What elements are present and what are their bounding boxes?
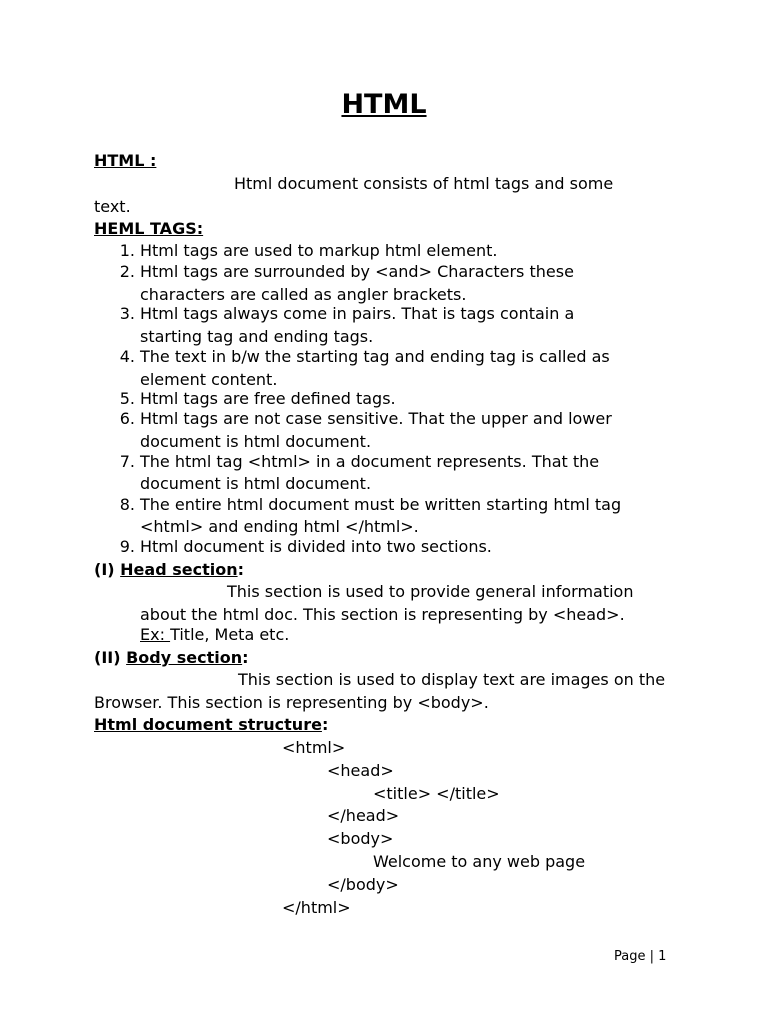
list-item-continuation: <html> and ending html </html>. — [140, 517, 419, 536]
html-heading: HTML : — [94, 151, 157, 170]
body-description-line2: Browser. This section is representing by <body>. — [94, 693, 489, 712]
list-item: 4. The text in b/w the starting tag and ending tag is called as — [119, 347, 610, 366]
list-item: 1. Html tags are used to markup html element. — [119, 241, 498, 260]
html-description-line2: text. — [94, 197, 131, 216]
code-line: <body> — [327, 829, 394, 848]
code-line: </html> — [282, 898, 351, 917]
head-example: Ex: Title, Meta etc. — [140, 625, 290, 644]
list-item-continuation: starting tag and ending tags. — [140, 327, 374, 346]
list-item: 7. The html tag <html> in a document represents. That the — [119, 452, 600, 471]
structure-heading: Html document structure: — [94, 715, 329, 734]
list-item-continuation: element content. — [140, 370, 278, 389]
list-item: 9. Html document is divided into two sections. — [119, 537, 492, 556]
body-description-line1: This section is used to display text are images on the — [238, 670, 666, 689]
code-line: <title> </title> — [373, 784, 500, 803]
list-item: 8. The entire html document must be written starting html tag — [119, 495, 622, 514]
code-line: </body> — [327, 875, 399, 894]
list-item: 2. Html tags are surrounded by <and> Characters these — [119, 262, 574, 281]
list-item-continuation: characters are called as angler brackets. — [140, 285, 467, 304]
document-title: HTML — [341, 89, 427, 120]
code-line: <head> — [327, 761, 394, 780]
head-description-line1: This section is used to provide general information — [227, 582, 634, 601]
head-section-heading: (I) Head section: — [94, 560, 244, 579]
code-line: </head> — [327, 806, 400, 825]
list-item-continuation: document is html document. — [140, 474, 372, 493]
code-line: Welcome to any web page — [373, 852, 586, 871]
head-description-line2: about the html doc. This section is representing by <head>. — [140, 605, 625, 624]
html-description-line1: Html document consists of html tags and some — [234, 174, 614, 193]
body-section-heading: (II) Body section: — [94, 648, 249, 667]
list-item: 5. Html tags are free defined tags. — [119, 389, 396, 408]
page-number: Page | 1 — [614, 949, 667, 964]
list-item: 6. Html tags are not case sensitive. That the upper and lower — [119, 409, 612, 428]
code-line: <html> — [282, 738, 346, 757]
list-item: 3. Html tags always come in pairs. That is tags contain a — [119, 304, 575, 323]
tags-heading: HEML TAGS: — [94, 219, 204, 238]
list-item-continuation: document is html document. — [140, 432, 372, 451]
